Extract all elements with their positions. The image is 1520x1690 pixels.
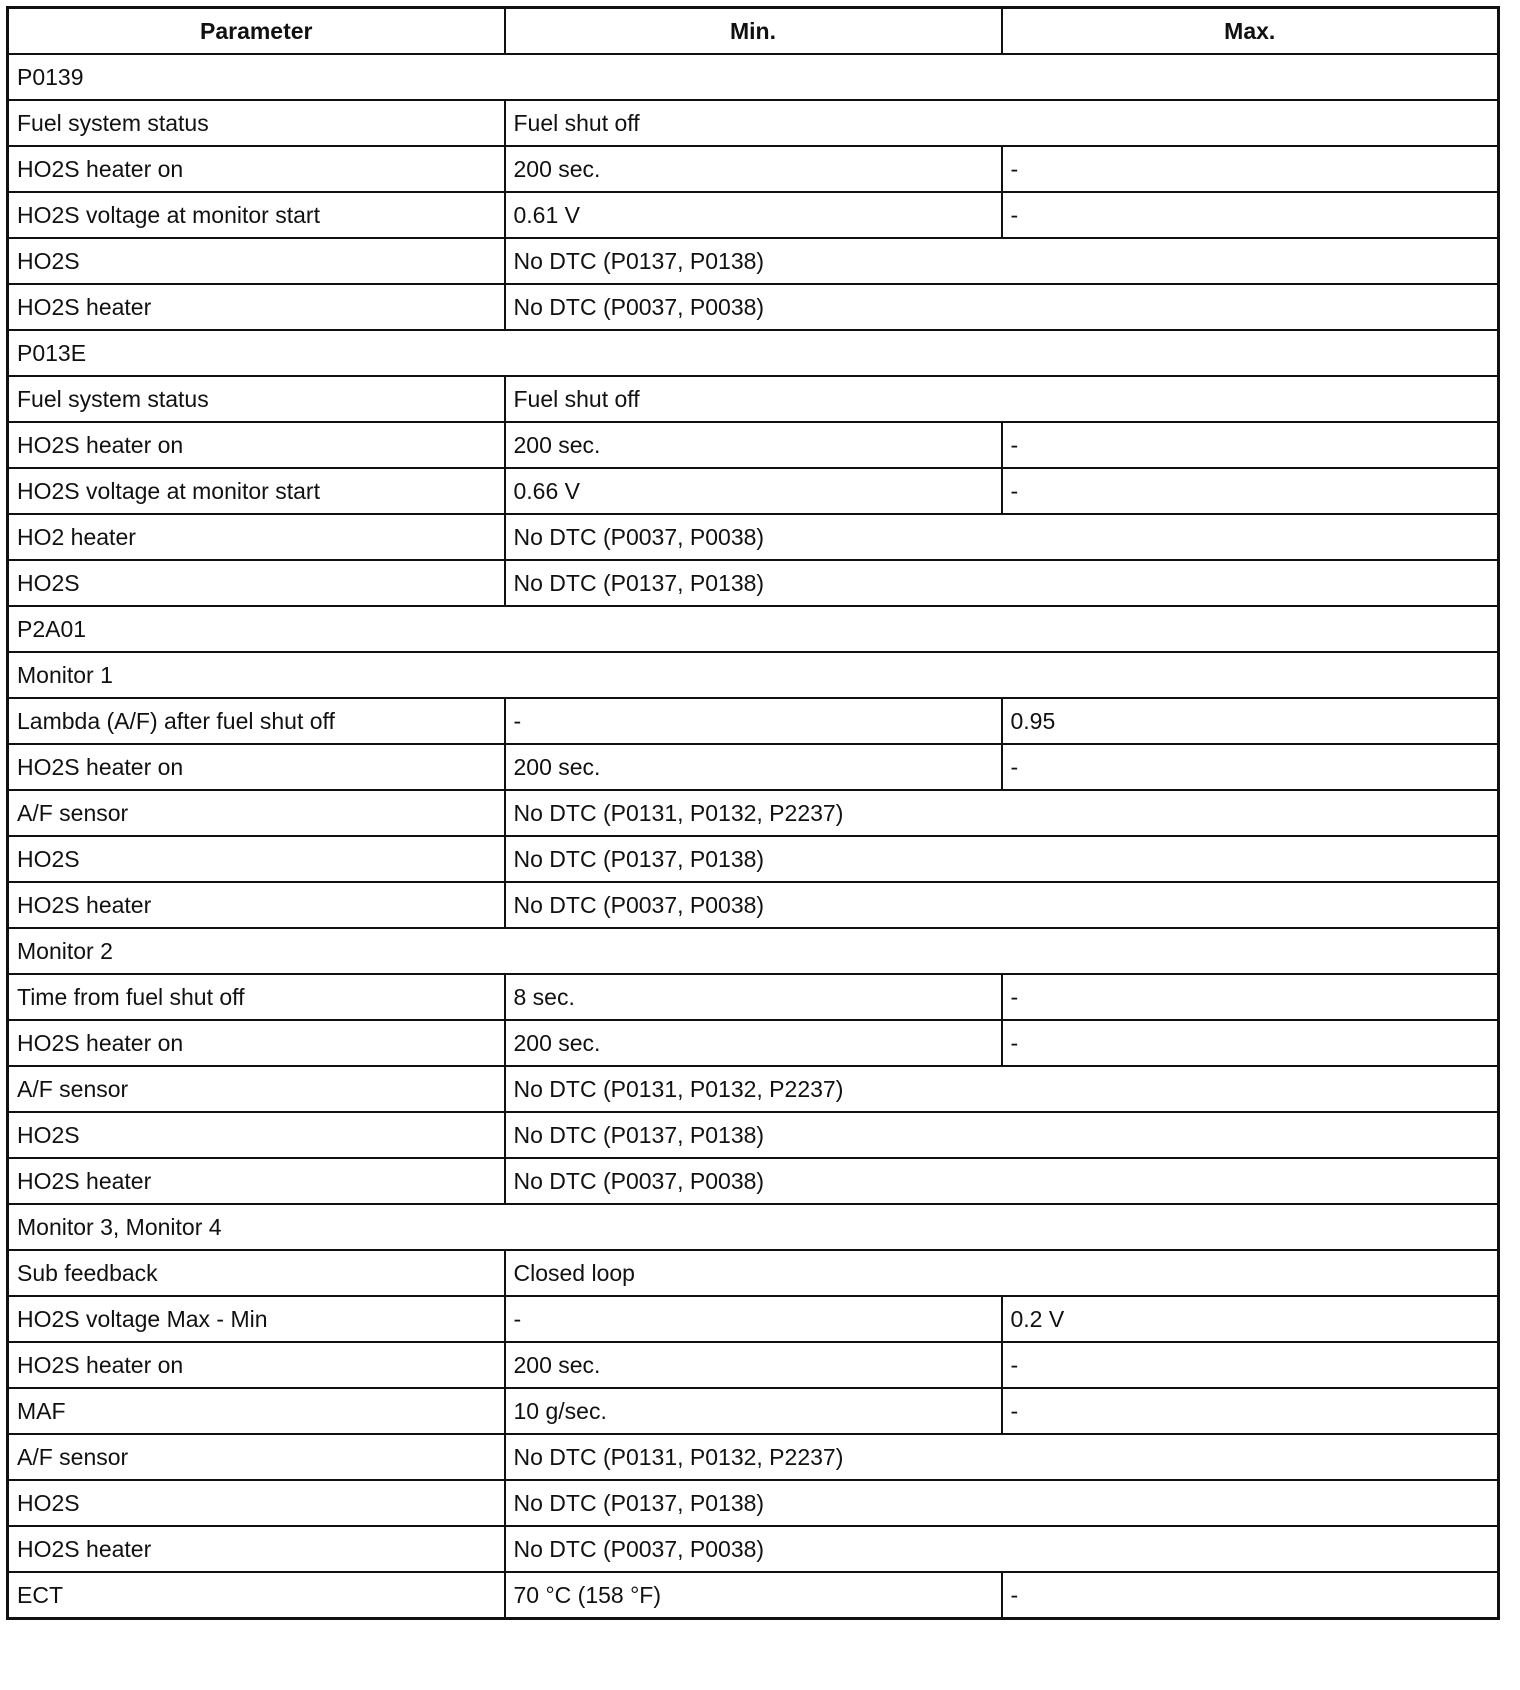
min-cell: No DTC (P0137, P0138) [505, 1112, 1499, 1158]
table-row [8, 422, 1499, 468]
section-label-cell: Monitor 3, Monitor 4 [8, 1204, 1499, 1250]
table-row [8, 284, 1499, 330]
min-cell: 0.66 V [505, 468, 1002, 514]
table-row [8, 1296, 1499, 1342]
table-row [8, 468, 1499, 514]
section-header-row [8, 606, 1499, 652]
max-cell: 0.95 [1002, 698, 1499, 744]
section-header-row [8, 54, 1499, 100]
table-row [8, 1526, 1499, 1572]
min-cell: 200 sec. [505, 146, 1002, 192]
min-cell: No DTC (P0137, P0138) [505, 560, 1499, 606]
table-row [8, 1112, 1499, 1158]
parameter-cell: HO2S heater [8, 1158, 505, 1204]
parameter-cell: HO2S heater [8, 284, 505, 330]
parameter-cell: HO2S heater on [8, 146, 505, 192]
max-cell: - [1002, 422, 1499, 468]
table-row [8, 744, 1499, 790]
min-cell: No DTC (P0137, P0138) [505, 238, 1499, 284]
min-cell: No DTC (P0037, P0038) [505, 514, 1499, 560]
table-header-row [8, 8, 1499, 55]
min-cell: Fuel shut off [505, 100, 1499, 146]
section-label-cell: P013E [8, 330, 1499, 376]
parameter-cell: HO2S [8, 836, 505, 882]
table-row [8, 1158, 1499, 1204]
table-row [8, 1480, 1499, 1526]
min-cell: - [505, 698, 1002, 744]
min-cell: - [505, 1296, 1002, 1342]
parameter-cell: HO2S heater on [8, 1020, 505, 1066]
table-row [8, 1020, 1499, 1066]
parameter-cell: HO2 heater [8, 514, 505, 560]
parameter-cell: HO2S [8, 1112, 505, 1158]
min-cell: Fuel shut off [505, 376, 1499, 422]
min-cell: 200 sec. [505, 1020, 1002, 1066]
min-cell: 0.61 V [505, 192, 1002, 238]
max-cell: - [1002, 1020, 1499, 1066]
max-cell: 0.2 V [1002, 1296, 1499, 1342]
table-row [8, 560, 1499, 606]
min-cell: 70 °C (158 °F) [505, 1572, 1002, 1619]
table-row [8, 698, 1499, 744]
parameter-cell: HO2S [8, 238, 505, 284]
table-row [8, 100, 1499, 146]
min-cell: No DTC (P0131, P0132, P2237) [505, 1066, 1499, 1112]
table-row [8, 836, 1499, 882]
header-min: Min. [505, 8, 1002, 55]
min-cell: No DTC (P0037, P0038) [505, 1526, 1499, 1572]
section-label-cell: Monitor 1 [8, 652, 1499, 698]
min-cell: 200 sec. [505, 744, 1002, 790]
parameter-cell: HO2S heater on [8, 744, 505, 790]
table-row [8, 192, 1499, 238]
min-cell: No DTC (P0037, P0038) [505, 882, 1499, 928]
min-cell: No DTC (P0137, P0138) [505, 836, 1499, 882]
parameter-table [6, 6, 1500, 1620]
max-cell: - [1002, 1388, 1499, 1434]
parameter-cell: Fuel system status [8, 100, 505, 146]
parameter-cell: HO2S voltage at monitor start [8, 192, 505, 238]
parameter-cell: HO2S heater [8, 1526, 505, 1572]
min-cell: No DTC (P0037, P0038) [505, 1158, 1499, 1204]
table-row [8, 238, 1499, 284]
max-cell: - [1002, 192, 1499, 238]
parameter-cell: HO2S heater [8, 882, 505, 928]
section-label-cell: P0139 [8, 54, 1499, 100]
section-label-cell: Monitor 2 [8, 928, 1499, 974]
table-body [8, 54, 1499, 1619]
table-row [8, 882, 1499, 928]
table-row [8, 1066, 1499, 1112]
section-label-cell: P2A01 [8, 606, 1499, 652]
section-header-row [8, 1204, 1499, 1250]
section-header-row [8, 928, 1499, 974]
parameter-cell: ECT [8, 1572, 505, 1619]
min-cell: 8 sec. [505, 974, 1002, 1020]
min-cell: 10 g/sec. [505, 1388, 1002, 1434]
parameter-cell: Lambda (A/F) after fuel shut off [8, 698, 505, 744]
table-row [8, 1572, 1499, 1619]
table-row [8, 1250, 1499, 1296]
min-cell: No DTC (P0137, P0138) [505, 1480, 1499, 1526]
min-cell: Closed loop [505, 1250, 1499, 1296]
parameter-cell: Fuel system status [8, 376, 505, 422]
min-cell: No DTC (P0131, P0132, P2237) [505, 1434, 1499, 1480]
table-row [8, 790, 1499, 836]
max-cell: - [1002, 1342, 1499, 1388]
max-cell: - [1002, 974, 1499, 1020]
table-row [8, 514, 1499, 560]
section-header-row [8, 330, 1499, 376]
parameter-cell: A/F sensor [8, 1434, 505, 1480]
max-cell: - [1002, 146, 1499, 192]
max-cell: - [1002, 1572, 1499, 1619]
parameter-cell: HO2S [8, 560, 505, 606]
table-row [8, 974, 1499, 1020]
parameter-cell: A/F sensor [8, 790, 505, 836]
min-cell: No DTC (P0037, P0038) [505, 284, 1499, 330]
min-cell: No DTC (P0131, P0132, P2237) [505, 790, 1499, 836]
parameter-cell: HO2S voltage Max - Min [8, 1296, 505, 1342]
max-cell: - [1002, 744, 1499, 790]
table-row [8, 1388, 1499, 1434]
table-row [8, 1342, 1499, 1388]
max-cell: - [1002, 468, 1499, 514]
table-row [8, 376, 1499, 422]
parameter-cell: A/F sensor [8, 1066, 505, 1112]
table-row [8, 146, 1499, 192]
parameter-cell: Time from fuel shut off [8, 974, 505, 1020]
parameter-cell: HO2S [8, 1480, 505, 1526]
section-header-row [8, 652, 1499, 698]
header-parameter: Parameter [8, 8, 505, 55]
table-row [8, 1434, 1499, 1480]
parameter-cell: Sub feedback [8, 1250, 505, 1296]
min-cell: 200 sec. [505, 1342, 1002, 1388]
parameter-cell: HO2S heater on [8, 422, 505, 468]
parameter-cell: HO2S heater on [8, 1342, 505, 1388]
parameter-cell: MAF [8, 1388, 505, 1434]
parameter-cell: HO2S voltage at monitor start [8, 468, 505, 514]
min-cell: 200 sec. [505, 422, 1002, 468]
header-max: Max. [1002, 8, 1499, 55]
